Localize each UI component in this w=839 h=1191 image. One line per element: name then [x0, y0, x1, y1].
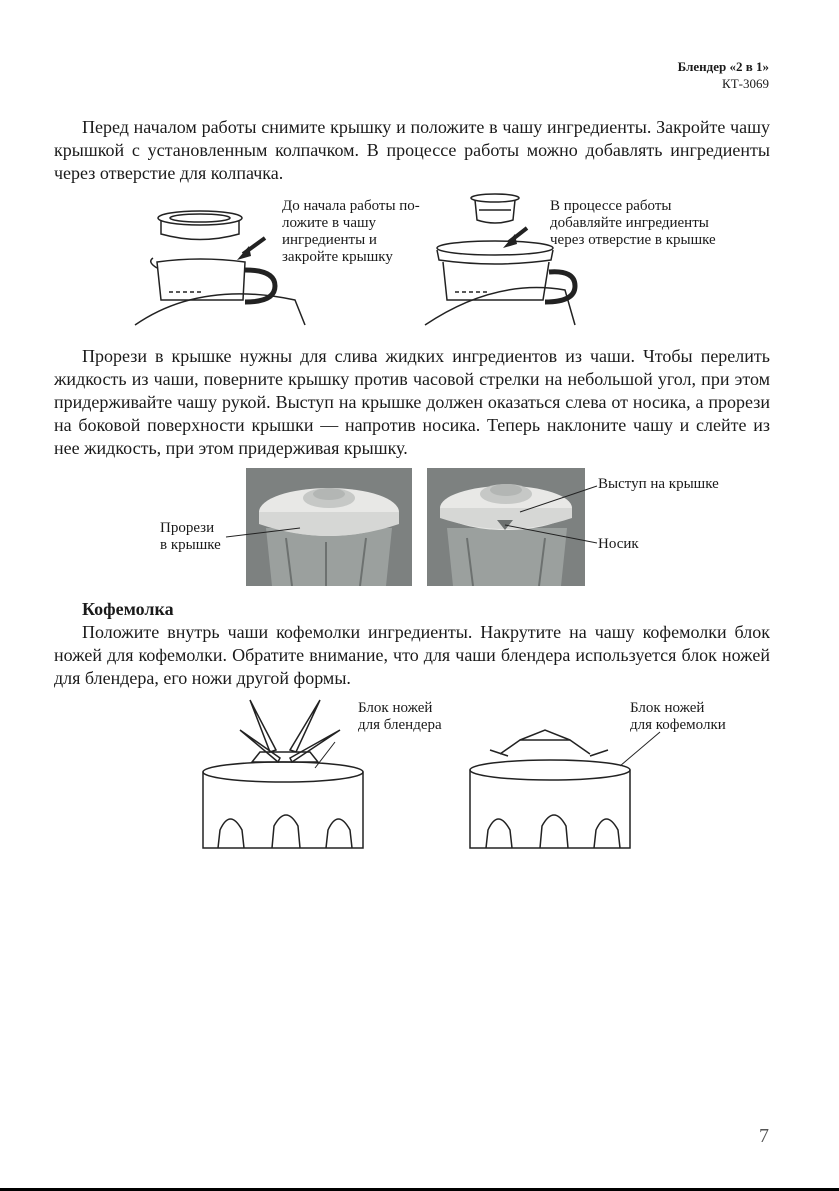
caption-before-start: До начала работы по- ложите в чашу ингредиенты и закройте крышку: [282, 198, 420, 265]
label-lid-slots: Прорези в крышке: [160, 520, 221, 553]
section-heading-grinder: Кофемолка: [82, 599, 174, 619]
label-lid-tab: Выступ на крышке: [598, 476, 719, 492]
caption-during-work: В процессе работы добавляйте ингредиенты через отверстие в крышке: [550, 198, 716, 248]
blender-blade-unit-drawing: [203, 700, 363, 848]
label-grinder-blades: Блок ножей для кофемолки: [630, 700, 726, 733]
grinder-blade-unit-drawing: [470, 730, 630, 848]
product-title: Блендер «2 в 1»: [677, 59, 769, 74]
paragraph-pouring: Прорези в крышке нужны для слива жидких ингредиентов из чаши. Чтобы перелить жидкость из чаши, поверните крышку против часовой стрелки на небольшой угол, при этом придерживайте чашу рукой. Выступ на крышке должен оказаться слева от носика, а прорези на боковой поверхности крышки — напротив носика. Теперь наклоните чашу и слейте из нее жидкость, при этом придерживая крышку.: [54, 346, 770, 458]
label-spout: Носик: [598, 536, 639, 552]
paragraph-grinder: Положите внутрь чаши кофемолки ингредиенты. Накрутите на чашу кофемолки блок ножей для кофемолки. Обратите внимание, что для чаши блендера используется блок ножей для блендера, его ножи другой формы.: [54, 622, 770, 688]
paragraph-before-use: Перед началом работы снимите крышку и положите в чашу ингредиенты. Закройте чашу крышкой с установленным колпачком. В процессе работы можно добавлять ингредиенты через отверстие для колпачка.: [54, 117, 770, 183]
page-number: 7: [759, 1125, 769, 1147]
product-model: КТ-3069: [722, 76, 769, 91]
label-blender-blades: Блок ножей для блендера: [358, 700, 442, 733]
